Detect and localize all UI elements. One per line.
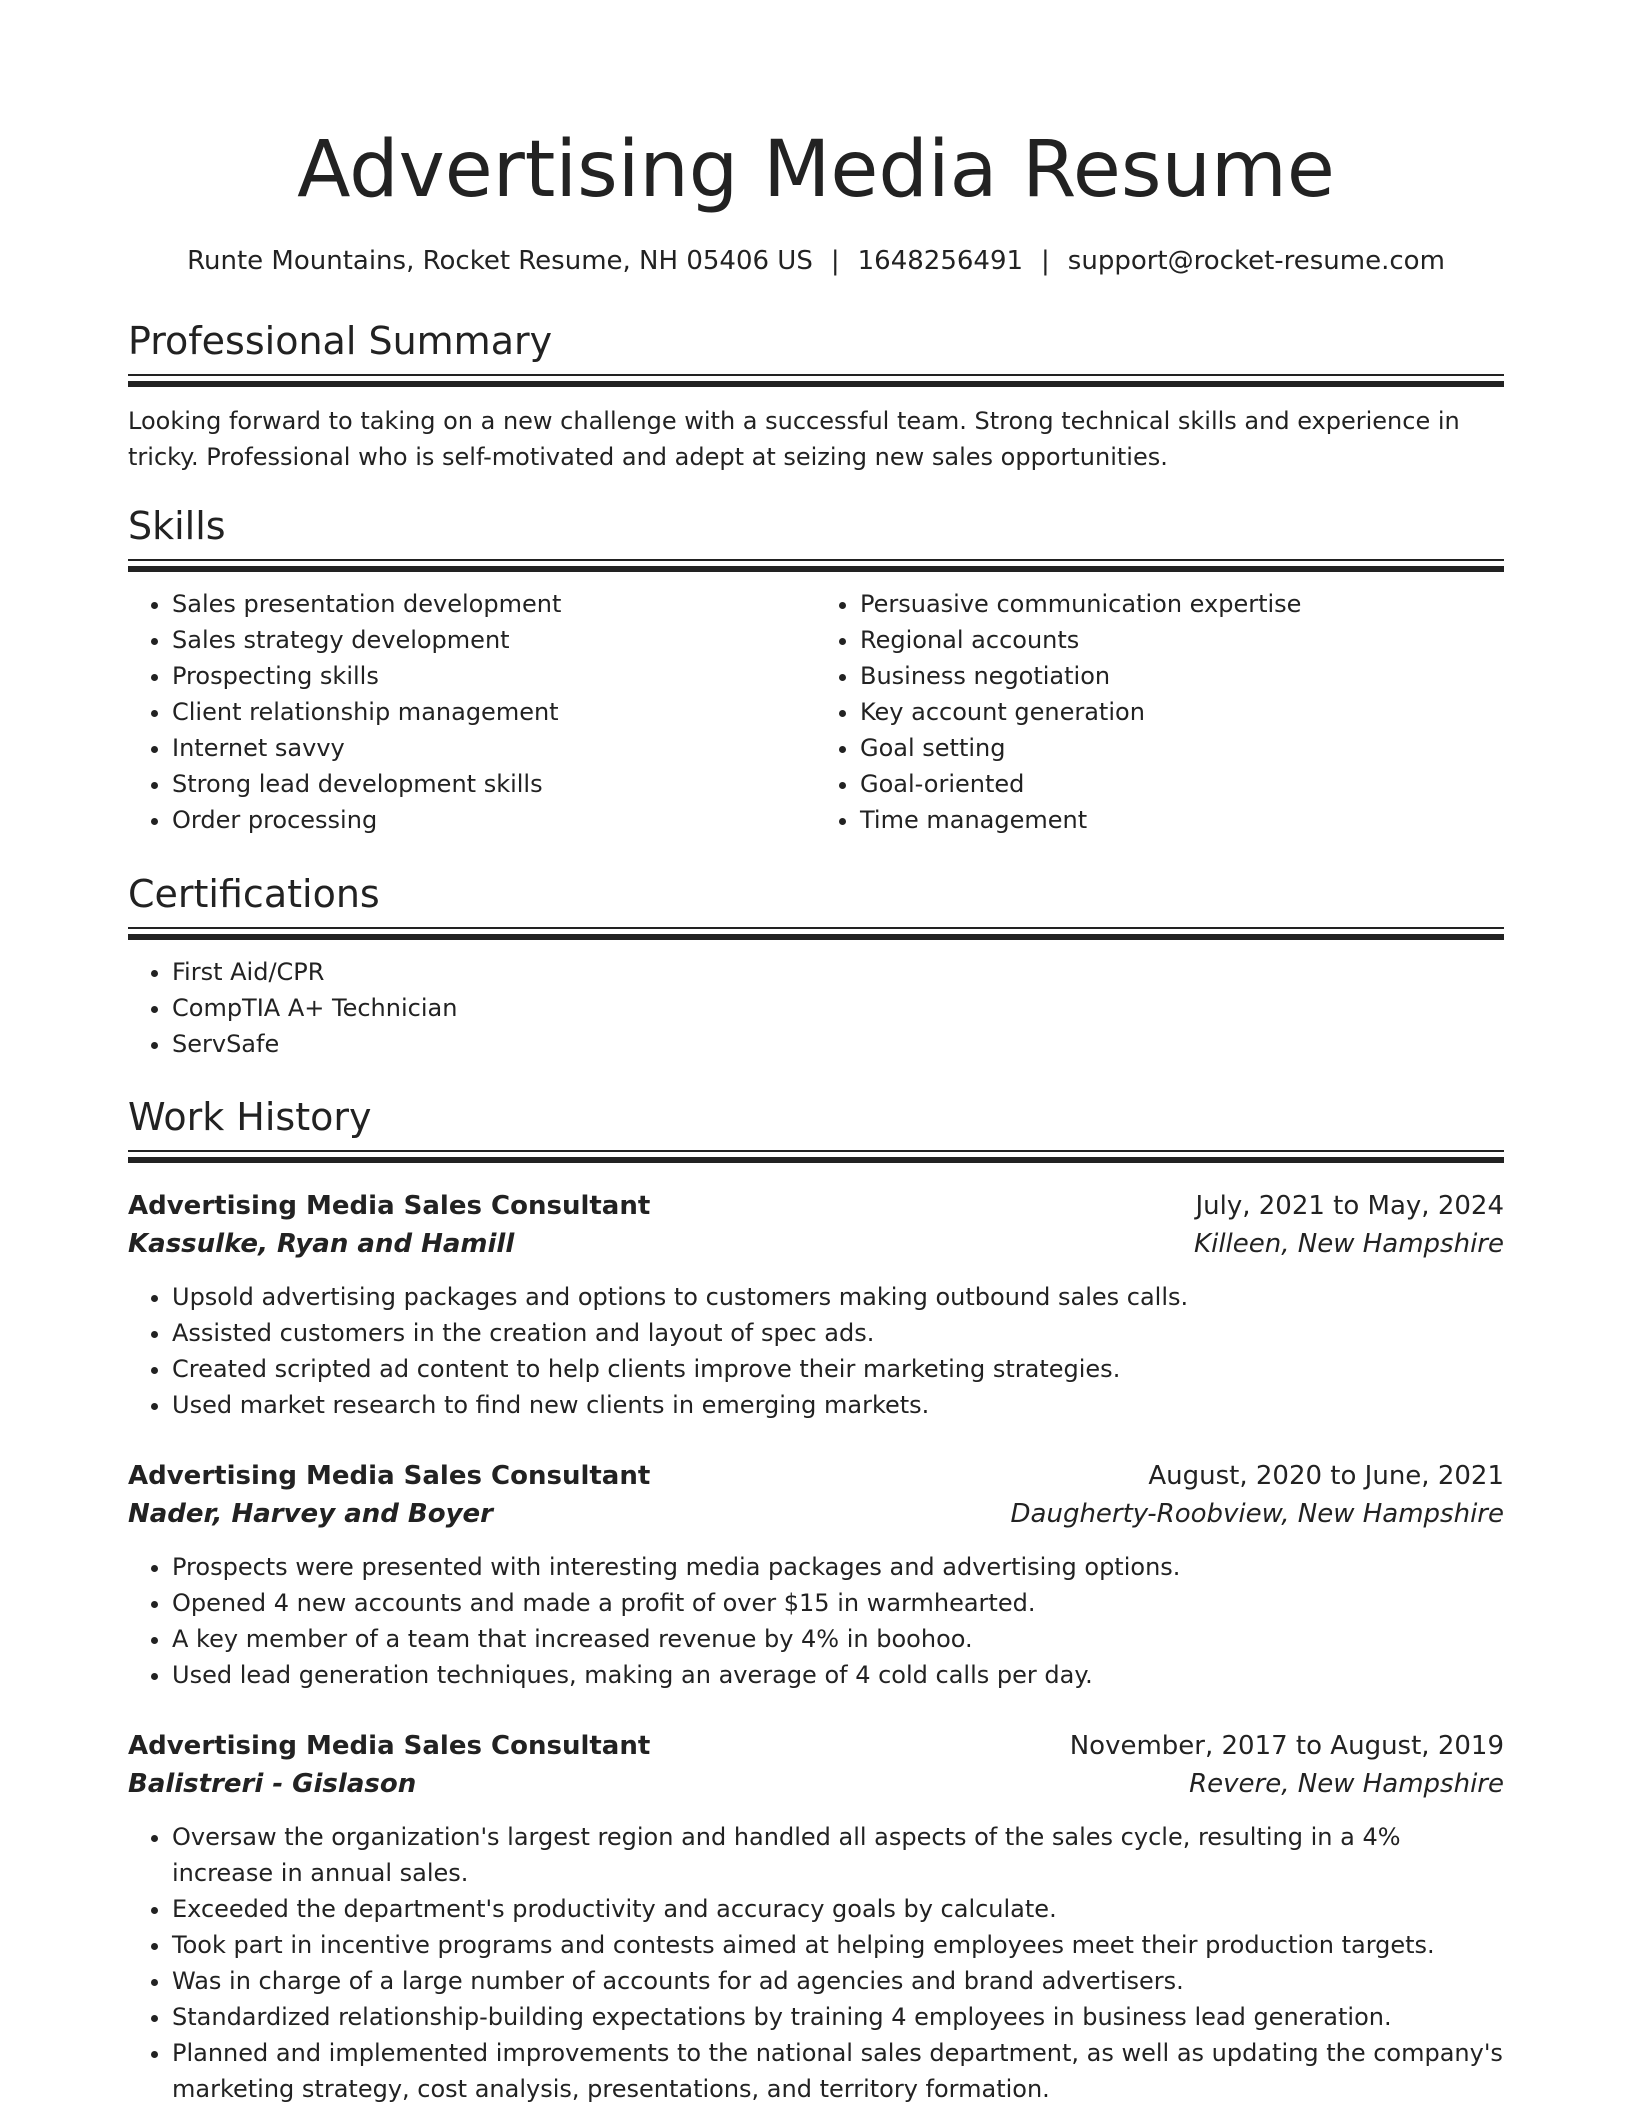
list-item: • Assisted customers in the creation and layout of spec ads.: [172, 1315, 1504, 1351]
contact-separator: |: [830, 246, 840, 276]
list-item: • Created scripted ad content to help clients improve their marketing strategies.: [172, 1351, 1504, 1387]
skills-list-left: [128, 586, 816, 838]
job-header: [128, 1187, 1504, 1225]
list-item: • Key account generation: [860, 694, 1504, 730]
summary-text: Looking forward to taking on a new challenge with a successful team. Strong technical skills and experience in tricky. Professional who is self-motivated and adept at seizing new sales opportunities.: [128, 407, 1460, 471]
job-dates: July, 2021 to May, 2024: [1195, 1191, 1504, 1221]
work-history-section: [128, 1092, 1504, 1163]
section-divider: [128, 566, 1504, 572]
resume-name: Advertising Media Resume: [297, 125, 1335, 215]
list-item: • Time management: [860, 802, 1504, 838]
contact-address: Runte Mountains, Rocket Resume, NH 05406 US: [187, 246, 813, 276]
job-subheader: [128, 1495, 1504, 1533]
list-item: • Exceeded the department's productivity and accuracy goals by calculate.: [172, 1891, 1504, 1927]
list-item: • Internet savvy: [172, 730, 816, 766]
job-subheader: [128, 1225, 1504, 1263]
list-item: • Strong lead development skills: [172, 766, 816, 802]
section-divider: [128, 1150, 1504, 1152]
job-title: Advertising Media Sales Consultant: [128, 1191, 651, 1221]
summary-section: [128, 316, 1504, 475]
section-divider: [128, 559, 1504, 561]
list-item: • Was in charge of a large number of accounts for ad agencies and brand advertisers.: [172, 1963, 1504, 1999]
job-header: [128, 1727, 1504, 1765]
job-dates: August, 2020 to June, 2021: [1148, 1461, 1504, 1491]
job-header: [128, 1457, 1504, 1495]
list-item: • Took part in incentive programs and contests aimed at helping employees meet their production targets.: [172, 1927, 1504, 1963]
list-item: • Used market research to find new clients in emerging markets.: [172, 1387, 1504, 1423]
list-item: • Oversaw the organization's largest region and handled all aspects of the sales cycle, resulting in a 4% increase in annual sales.: [172, 1819, 1504, 1891]
section-divider: [128, 381, 1504, 387]
contact-email: support@rocket-resume.com: [1067, 246, 1445, 276]
job-entry: [128, 1187, 1504, 1423]
list-item: • First Aid/CPR: [172, 954, 1504, 990]
list-item: • Order processing: [172, 802, 816, 838]
job-location: Daugherty-Roobview, New Hampshire: [1010, 1499, 1504, 1529]
list-item: • Sales strategy development: [172, 622, 816, 658]
job-dates: November, 2017 to August, 2019: [1069, 1731, 1504, 1761]
job-title: Advertising Media Sales Consultant: [128, 1731, 651, 1761]
job-entry: [128, 1727, 1504, 2107]
section-divider: [128, 1157, 1504, 1163]
list-item: • Sales presentation development: [172, 586, 816, 622]
list-item: • Planned and implemented improvements to the national sales department, as well as updating the company's marketing strategy, cost analysis, presentations, and territory formation.: [172, 2035, 1504, 2107]
section-title: Certifications: [128, 872, 380, 916]
job-company: Kassulke, Ryan and Hamill: [128, 1229, 515, 1259]
list-item: • Client relationship management: [172, 694, 816, 730]
list-item: • Standardized relationship-building expectations by training 4 employees in business lead generation.: [172, 1999, 1504, 2035]
job-bullets: [128, 1279, 1504, 1423]
skills-section: [128, 501, 1504, 838]
job-company: Balistreri - Gislason: [128, 1769, 417, 1799]
list-item: • Prospects were presented with interesting media packages and advertising options.: [172, 1549, 1504, 1585]
section-divider: [128, 374, 1504, 376]
list-item: • CompTIA A+ Technician: [172, 990, 1504, 1026]
list-item: • Persuasive communication expertise: [860, 586, 1504, 622]
section-title: Professional Summary: [128, 319, 553, 363]
list-item: • Used lead generation techniques, making an average of 4 cold calls per day.: [172, 1657, 1504, 1693]
certifications-section: [128, 869, 1504, 1062]
list-item: • A key member of a team that increased revenue by 4% in boohoo.: [172, 1621, 1504, 1657]
certifications-list: [128, 954, 1504, 1062]
section-divider: [128, 927, 1504, 929]
contact-line: [128, 244, 1504, 278]
skills-list-right: [816, 586, 1504, 838]
section-title: Work History: [128, 1095, 372, 1139]
job-location: Killeen, New Hampshire: [1194, 1229, 1504, 1259]
list-item: • Upsold advertising packages and options to customers making outbound sales calls.: [172, 1279, 1504, 1315]
list-item: • Goal setting: [860, 730, 1504, 766]
contact-separator: |: [1041, 246, 1050, 276]
list-item: • Business negotiation: [860, 658, 1504, 694]
job-subheader: [128, 1765, 1504, 1803]
job-entry: [128, 1457, 1504, 1693]
list-item: • Opened 4 new accounts and made a profit of over $15 in warmhearted.: [172, 1585, 1504, 1621]
list-item: • Prospecting skills: [172, 658, 816, 694]
section-title: Skills: [128, 504, 226, 548]
contact-phone: 1648256491: [857, 246, 1024, 276]
list-item: • ServSafe: [172, 1026, 1504, 1062]
resume-page: [128, 0, 1504, 2103]
job-title: Advertising Media Sales Consultant: [128, 1461, 651, 1491]
job-company: Nader, Harvey and Boyer: [128, 1499, 493, 1529]
job-location: Revere, New Hampshire: [1189, 1769, 1504, 1799]
skills-columns: [128, 586, 1504, 838]
job-bullets: [128, 1819, 1504, 2107]
section-divider: [128, 934, 1504, 940]
list-item: • Goal-oriented: [860, 766, 1504, 802]
list-item: • Regional accounts: [860, 622, 1504, 658]
job-bullets: [128, 1549, 1504, 1693]
